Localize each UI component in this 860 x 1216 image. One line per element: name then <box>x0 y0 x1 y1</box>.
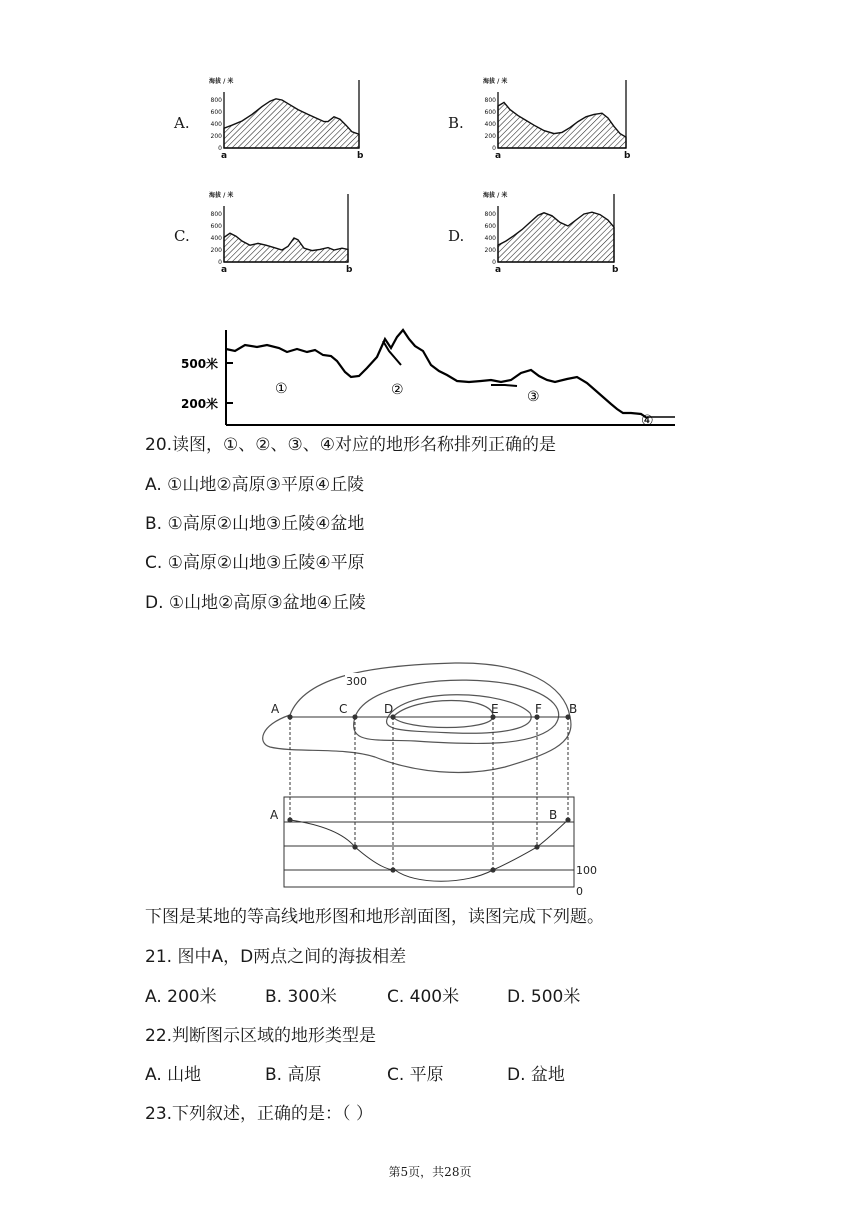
q20-option-a: A. ①山地②高原③平原④丘陵 <box>145 475 365 495</box>
profile-option-b-letter: B. <box>448 114 464 132</box>
q22-stem: 22.判断图示区域的地形类型是 <box>145 1026 377 1046</box>
profile-tick-label: 400 <box>210 235 222 242</box>
map-point-label: D <box>384 702 394 716</box>
profile-option-c-letter: C. <box>174 227 190 245</box>
profile-chart-a <box>200 72 364 164</box>
q21-stem: 21. 图中A，D两点之间的海拔相差 <box>145 947 407 967</box>
map-point-label: F <box>535 702 542 716</box>
profile-tick-label: 600 <box>210 223 222 230</box>
profile-tick-label: 400 <box>484 121 496 128</box>
contour-300-label: 300 <box>346 675 367 688</box>
profile-tick-label: 600 <box>484 109 496 116</box>
profile-box <box>284 797 574 887</box>
profile-ylabel: 海拔 / 米 <box>483 192 508 199</box>
profile-area <box>498 212 614 262</box>
q22-options <box>145 1060 565 1085</box>
contour-innermost-line <box>393 701 493 728</box>
terrain-outline <box>226 330 647 418</box>
terrain-label-200: 200米 <box>181 397 219 411</box>
profile-chart-c <box>200 186 353 278</box>
profile-option-d-letter: D. <box>448 227 465 245</box>
profile-endpoint-b: b <box>624 151 631 161</box>
profile-endpoint-a: a <box>495 265 502 275</box>
profile-tick-label: 400 <box>210 121 222 128</box>
contour-section-diagram <box>255 655 595 900</box>
profile-chart-d <box>474 186 624 278</box>
region-4-label: ④ <box>641 413 654 429</box>
profile-tick-label: 200 <box>210 133 222 140</box>
map-point-label: B <box>569 702 578 716</box>
q20-option-b: B. ①高原②山地③丘陵④盆地 <box>145 514 365 534</box>
q20-stem: 20.读图，①、②、③、④对应的地形名称排列正确的是 <box>145 435 556 455</box>
map-point-label: A <box>271 702 280 716</box>
profile-tick-label: 200 <box>484 133 496 140</box>
q21-options <box>145 982 580 1007</box>
profile-tick-0: 0 <box>576 885 583 898</box>
profile-endpoint-a: a <box>221 265 228 275</box>
region-1-label: ① <box>275 381 288 397</box>
profile-ylabel: 海拔 / 米 <box>209 192 234 199</box>
q21-option-a: A. 200米 <box>145 987 217 1007</box>
profile-tick-label: 600 <box>484 223 496 230</box>
contour-300-line <box>263 663 571 772</box>
region-2-label: ② <box>391 382 404 398</box>
profile-tick-label: 0 <box>218 145 222 152</box>
profile-tick-label: 0 <box>492 145 496 152</box>
profile-option-a-letter: A. <box>174 114 190 132</box>
profile-tick-label: 800 <box>484 97 496 104</box>
q20-option-c: C. ①高原②山地③丘陵④平原 <box>145 553 365 573</box>
profile-tick-label: 600 <box>210 109 222 116</box>
q22-option-c: C. 平原 <box>387 1065 444 1085</box>
profile-point-b: B <box>549 808 558 822</box>
q21-option-b: B. 300米 <box>265 987 337 1007</box>
q20-option-d: D. ①山地②高原③盆地④丘陵 <box>145 593 366 613</box>
profile-tick-label: 0 <box>492 259 496 266</box>
profile-tick-label: 200 <box>484 247 496 254</box>
profile-tick-label: 400 <box>484 235 496 242</box>
q21-option-d: D. 500米 <box>507 987 581 1007</box>
profile-chart-b <box>474 72 631 164</box>
page-footer: 第5页，共28页 <box>388 1165 472 1179</box>
profile-area <box>224 99 359 148</box>
q22-option-b: B. 高原 <box>265 1065 322 1085</box>
profile-area <box>498 102 626 148</box>
terrain-label-500: 500米 <box>181 357 219 371</box>
profile-tick-100: 100 <box>576 864 597 877</box>
profile-tick-label: 0 <box>218 259 222 266</box>
region-3-label: ③ <box>527 389 540 405</box>
profile-point-a: A <box>270 808 279 822</box>
profile-endpoint-a: a <box>495 151 502 161</box>
profile-endpoint-a: a <box>221 151 228 161</box>
profile-endpoint-b: b <box>612 265 619 275</box>
map-point-dot <box>287 714 292 719</box>
profile-ylabel: 海拔 / 米 <box>209 78 234 85</box>
profile-tick-label: 800 <box>210 97 222 104</box>
profile-endpoint-b: b <box>346 265 353 275</box>
q22-option-d: D. 盆地 <box>507 1065 565 1085</box>
q23-stem: 23.下列叙述，正确的是：（ ） <box>145 1104 373 1124</box>
map-point-label: C <box>339 702 348 716</box>
profile-ylabel: 海拔 / 米 <box>483 78 508 85</box>
q22-option-a: A. 山地 <box>145 1065 202 1085</box>
map-point-label: E <box>491 702 499 716</box>
profile-tick-label: 800 <box>210 211 222 218</box>
cross-section-curve <box>290 820 568 881</box>
map-point-dot <box>352 714 357 719</box>
profile-area <box>224 233 348 262</box>
profile-endpoint-b: b <box>357 151 364 161</box>
terrain-profile-diagram <box>175 325 680 430</box>
profile-tick-label: 200 <box>210 247 222 254</box>
profile-tick-label: 800 <box>484 211 496 218</box>
intro-text: 下图是某地的等高线地形图和地形剖面图，读图完成下列题。 <box>145 907 604 927</box>
q21-option-c: C. 400米 <box>387 987 460 1007</box>
